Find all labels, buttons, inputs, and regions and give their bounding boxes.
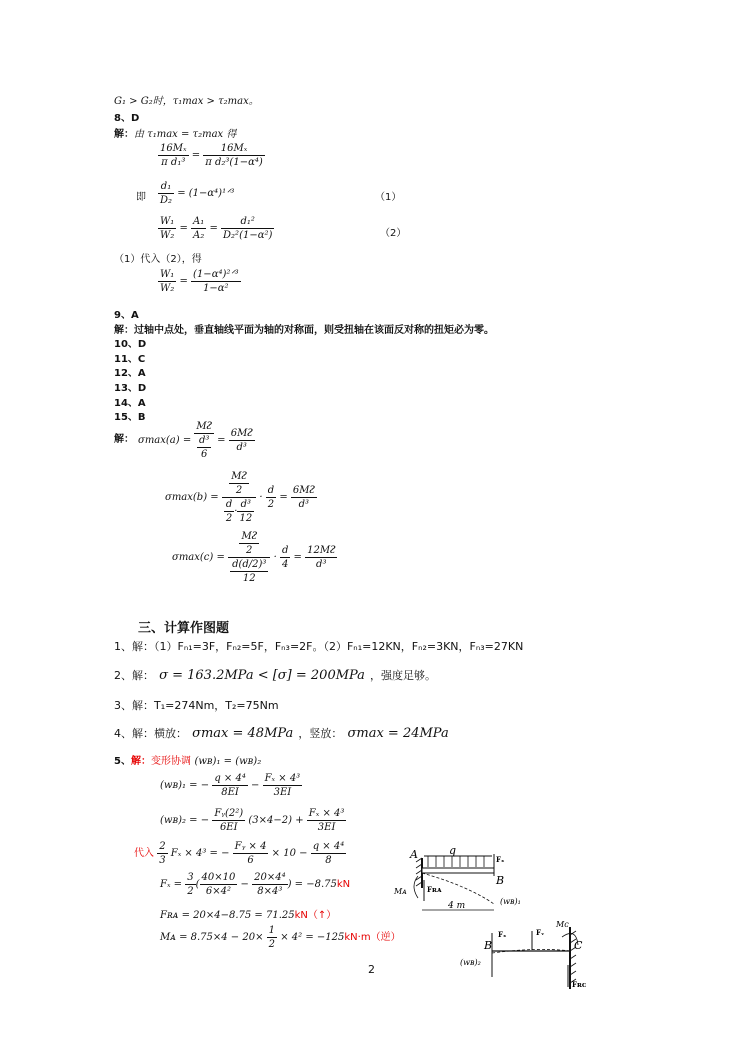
p5-w2-equation: (wʙ)₂ = − $\frac{\text{Fᵧ(2²)}}{6EI}$ (3×4−2) + $\frac{\text{Fₓ × 4³}}{3EI}$ xyxy=(160,808,345,833)
label-A: A xyxy=(410,848,418,861)
page-number: 2 xyxy=(368,963,375,976)
q8-solution xyxy=(114,125,236,140)
p5-fx-equation: Fₓ = $\frac{3}{2}$ ( $\frac{40\times 10}{\text{6×4²}}$ − $\frac{\text{20×4⁴}}{\text{8×4³}}$ ) = −8.75kN xyxy=(160,872,351,897)
section-title: 三、计算作图题 xyxy=(138,621,230,636)
intro-line: G₁ > G₂时，τ₁max > τ₂max。 xyxy=(114,96,259,107)
problem-3: 3、解：T₁=274Nm，T₂=75Nm xyxy=(114,699,279,712)
q8-solution-text: 由 τ₁max = τ₂max 得 xyxy=(134,129,237,140)
problem-2: 2、解： σ = 163.2MPa < [σ] = 200MPa ，强度足够。 xyxy=(114,668,437,683)
answer-12: 12、A xyxy=(114,368,146,379)
solution-prefix: 解： xyxy=(114,129,134,140)
p5-w1-equation: (wʙ)₁ = − $\frac{\text{q × 4⁴}}{8EI}$ − $\frac{\text{Fₓ × 4³}}{3EI}$ xyxy=(160,773,301,798)
answer-14: 14、A xyxy=(114,398,146,409)
q8-tag-1: （1） xyxy=(375,192,402,203)
label-length: 4 m xyxy=(448,901,466,911)
label-wb1: (wʙ)₁ xyxy=(500,897,521,906)
p5-substitute-equation: 代入 $\frac{2}{3}$ Fₓ × 4³ = − $\frac{\text{Fᵧ × 4}}{6}$ × 10 − $\frac{\text{q × 4⁴}}{8}$ xyxy=(134,841,345,866)
label-B: B xyxy=(496,874,505,887)
q8-equation-2: $\frac{\text{W₁}}{\text{W₂}}$ = $\frac{\text{A₁}}{\text{A₂}}$ = $\frac{\text{d₁²}}{\text{D₂²(1−α²)}}$ xyxy=(160,216,273,241)
label-FRC: Fʀᴄ xyxy=(572,980,587,989)
answer-13: 13、D xyxy=(114,383,147,394)
load-arrows xyxy=(428,856,484,867)
q8-equation-1: $\frac{\text{d₁}}{\text{D₂}}$ = (1−α⁴)¹ᐟ³ xyxy=(160,181,235,206)
label-C: C xyxy=(574,939,583,952)
beam-figure-1 xyxy=(388,846,538,916)
q8-tag-2: （2） xyxy=(380,228,407,239)
label-q: q xyxy=(449,846,457,857)
q8-ji: 即 xyxy=(136,192,146,203)
label-wb2: (wʙ)₂ xyxy=(460,958,481,967)
label-MC: Mᴄ xyxy=(556,920,569,929)
label-Fx: Fₓ xyxy=(496,855,505,864)
answer-8: 8、D xyxy=(114,113,140,124)
label-Fv: Fᵥ xyxy=(536,928,545,937)
label-B2: B xyxy=(484,939,493,952)
p5-fra-equation: Fʀᴀ = 20×4−8.75 = 71.25kN（↑） xyxy=(160,910,337,921)
problem-5: 5、解：变形协调 (wʙ)₁ = (wʙ)₂ xyxy=(114,756,262,767)
q9-solution: 解：过轴中点处，垂直轴线平面为轴的对称面，则受扭轴在该面反对称的扭矩必为零。 xyxy=(114,325,494,336)
q15-equation-c: σmax(c) = $\frac{\frac{\text{Mᴤ}}{2}}{\frac{\text{d(d/2)³}}{12}}$ · $\frac{d}{4}$ = $\frac{\text{12Mᴤ}}{\text{d³}}$ xyxy=(172,531,336,584)
label-MA: Mᴀ xyxy=(394,887,407,896)
beam-figure-2 xyxy=(458,917,588,993)
p5-ma-equation: Mᴀ = 8.75×4 − 20× $\frac{1}{2}$ × 4² = −125kN·m（逆） xyxy=(160,925,401,950)
label-Fx2: Fₓ xyxy=(498,930,507,939)
q8-equation-a: $\frac{\text{16Mₓ}}{\text{π d₁³}}$ = $\frac{\text{16Mₓ}}{\text{π d₂³(1−α⁴)}}$ xyxy=(160,143,263,168)
q8-equation-3: $\frac{\text{W₁}}{\text{W₂}}$ = $\frac{\text{(1−α⁴)²ᐟ³}}{\text{1−α²}}$ xyxy=(160,269,239,294)
beam xyxy=(422,868,494,873)
q8-substitute: （1）代入（2），得 xyxy=(114,254,202,265)
q15-prefix: 解： xyxy=(114,434,134,445)
label-FRA: Fʀᴀ xyxy=(427,885,442,894)
answer-15: 15、B xyxy=(114,412,146,423)
answer-9: 9、A xyxy=(114,310,139,321)
answer-10: 10、D xyxy=(114,339,147,350)
problem-4: 4、解：横放： σmax = 48MPa ，竖放： σmax = 24MPa xyxy=(114,726,449,741)
q15-equation-a: σmax(a) = $\frac{\text{Mᴤ}}{\frac{\text{d³}}{6}}$ = $\frac{\text{6Mᴤ}}{\text{d³}}$ xyxy=(138,421,253,460)
problem-1: 1、解：（1）Fₙ₁=3F，Fₙ₂=5F，Fₙ₃=2F。（2）Fₙ₁=12KN，Fₙ₂=3KN，Fₙ₃=27KN xyxy=(114,640,524,653)
answer-11: 11、C xyxy=(114,354,146,365)
q15-equation-b: σmax(b) = $\frac{\text{Mᴤ}}{2}$ $\frac{d}{2}$ · $\frac{\text{d³}}{12}$ · $\frac{d}{2}$ = $\frac{\text{6Mᴤ}}{\text{d³}}$ xyxy=(165,471,315,524)
